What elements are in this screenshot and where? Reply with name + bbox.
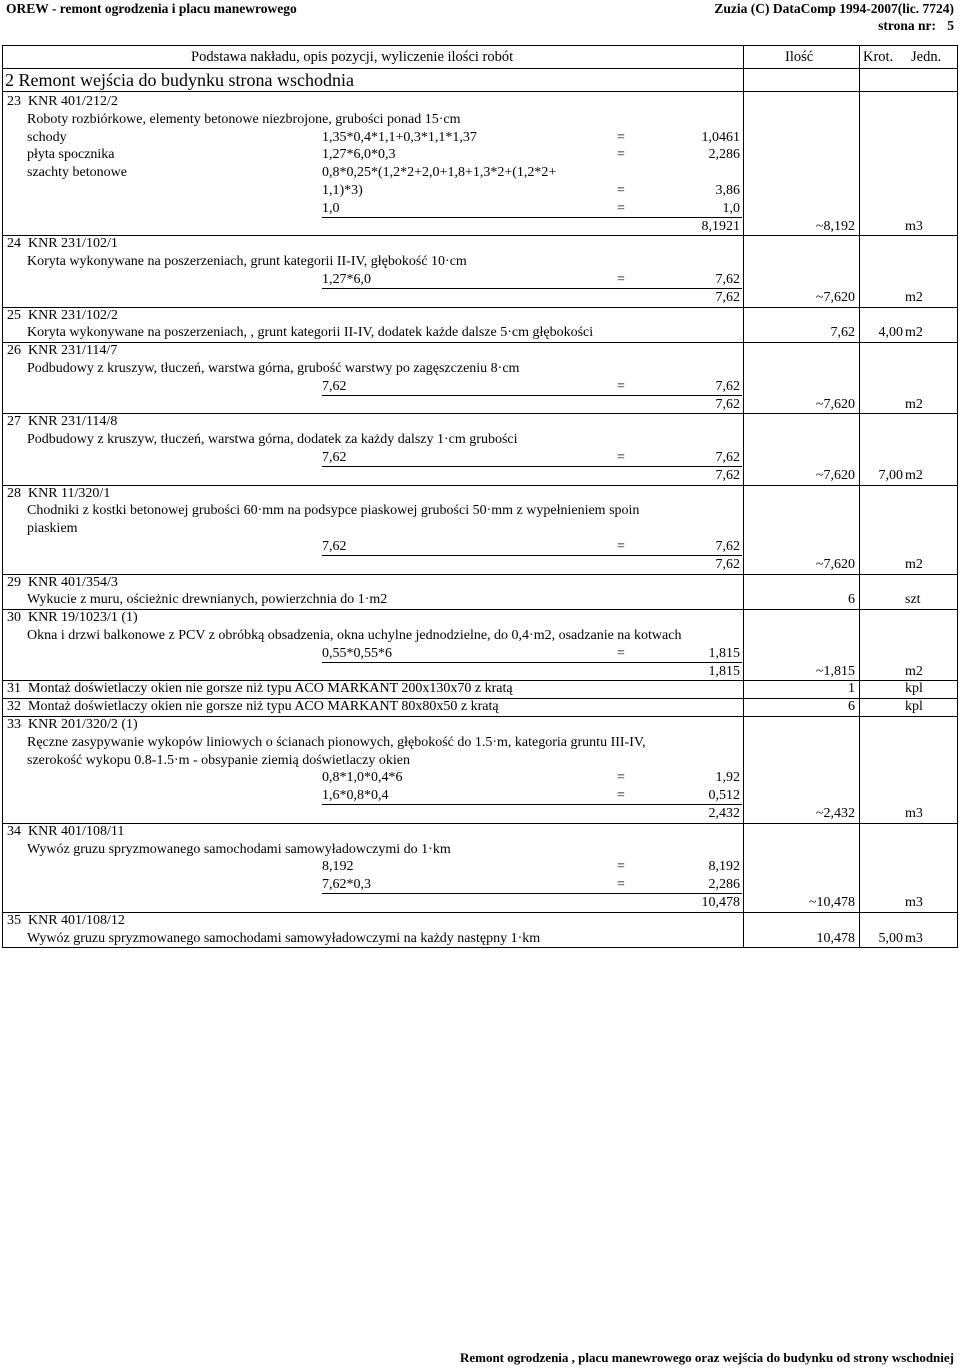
calc-value: 0,512 xyxy=(708,788,740,804)
position-code: KNR 19/1023/1 (1) xyxy=(28,610,138,626)
position-description: Koryta wykonywane na poszerzeniach, , grunt kategorii II-IV, dodatek każde dalsze 5·cm głębokości xyxy=(27,325,594,341)
position-description: Koryta wykonywane na poszerzeniach, grunt kategorii II-IV, głębokość 10·cm xyxy=(27,254,467,270)
sum-underline xyxy=(322,662,742,663)
column-header-description: Podstawa nakładu, opis pozycji, wyliczenie ilości robót xyxy=(191,49,514,65)
row-divider xyxy=(3,574,957,575)
calc-expression: 1,27*6,0*0,3 xyxy=(322,147,396,163)
quantity-value: ~7,620 xyxy=(815,396,855,412)
calc-value: 3,86 xyxy=(715,183,740,198)
position-description: Roboty rozbiórkowe, elementy betonowe niezbrojone, grubości ponad 15·cm xyxy=(27,111,461,127)
position-code: KNR 231/114/8 xyxy=(28,414,118,430)
position-description: Montaż doświetlaczy okien nie gorsze niż typu ACO MARKANT 80x80x50 z kratą xyxy=(28,699,499,715)
sum-underline xyxy=(322,288,742,289)
position-description: Wykucie z muru, ościeżnic drewnianych, powierzchnia do 1·m2 xyxy=(27,592,388,608)
row-divider xyxy=(3,823,957,824)
position-number: 35 xyxy=(7,912,21,928)
page-footer: Remont ogrodzenia , placu manewrowego oraz wejścia do budynku od strony wschodniej xyxy=(459,1350,954,1365)
position-description: Okna i drzwi balkonowe z PCV z obróbką obsadzenia, okna uchylne jednodzielne, do 0,4·m2, osadzanie na kotwach xyxy=(27,628,682,643)
column-header-quantity: Ilość xyxy=(785,49,814,65)
calc-equals: = xyxy=(617,877,625,893)
page-number-label: strona nr: xyxy=(878,18,936,33)
unit-value: m2 xyxy=(905,325,923,341)
calc-expression: 1,0 xyxy=(322,200,340,216)
position-description: Podbudowy z kruszyw, tłuczeń, warstwa górna, grubość warstwy po zagęszczeniu 8·cm xyxy=(27,361,520,376)
position-number: 23 xyxy=(7,94,21,109)
position-number: 33 xyxy=(7,717,21,732)
position-number: 27 xyxy=(7,414,21,430)
calc-expression: 7,62 xyxy=(322,378,347,394)
calc-equals: = xyxy=(617,183,625,198)
calc-value: 2,286 xyxy=(708,877,740,893)
calc-sum: 7,62 xyxy=(715,289,740,305)
calc-expression: 8,192 xyxy=(322,859,354,875)
multiplier-value: 4,00 xyxy=(878,325,903,341)
calc-value: 7,62 xyxy=(715,539,740,554)
quantity-value: ~10,478 xyxy=(808,895,855,910)
cost-estimate-table xyxy=(2,45,958,948)
unit-value: m2 xyxy=(905,556,923,572)
column-header-unit: Jedn. xyxy=(911,49,942,65)
position-code: KNR 401/354/3 xyxy=(28,574,118,590)
page-number: 5 xyxy=(947,18,954,33)
sum-underline xyxy=(322,395,742,396)
position-code: KNR 401/108/11 xyxy=(28,823,125,839)
page-header-left: OREW - remont ogrodzenia i placu manewrowego xyxy=(6,1,297,16)
calc-sum: 8,1921 xyxy=(701,218,740,234)
position-description: piaskiem xyxy=(27,521,78,537)
calc-sum: 10,478 xyxy=(701,895,740,910)
unit-value: m2 xyxy=(905,289,923,305)
calc-expression: 1,6*0,8*0,4 xyxy=(322,788,389,804)
calc-expression: 7,62*0,3 xyxy=(322,877,371,893)
quantity-value: ~7,620 xyxy=(815,289,855,305)
row-divider xyxy=(3,342,957,343)
calc-expression: 0,55*0,55*6 xyxy=(322,645,392,661)
calc-value: 8,192 xyxy=(708,859,740,875)
position-description: Montaż doświetlaczy okien nie gorsze niż typu ACO MARKANT 200x130x70 z kratą xyxy=(28,681,513,697)
unit-value: szt xyxy=(905,592,921,608)
quantity-value: 1 xyxy=(848,681,855,697)
unit-value: m3 xyxy=(905,895,923,910)
quantity-value: 10,478 xyxy=(816,930,855,946)
calc-equals: = xyxy=(617,859,625,875)
column-divider xyxy=(859,46,860,947)
calc-label: szachty betonowe xyxy=(27,165,127,181)
multiplier-value: 5,00 xyxy=(878,930,903,946)
position-number: 32 xyxy=(7,699,21,715)
calc-label: schody xyxy=(27,129,67,145)
unit-value: kpl xyxy=(905,699,923,715)
calc-equals: = xyxy=(617,645,625,661)
row-divider xyxy=(3,235,957,236)
calc-sum: 7,62 xyxy=(715,556,740,572)
calc-equals: = xyxy=(617,147,625,163)
position-description: szerokość wykopu 0.8-1.5·m - obsypanie ziemią doświetlaczy okien xyxy=(27,752,410,768)
calc-value: 1,0 xyxy=(722,200,740,216)
calc-value: 7,62 xyxy=(715,450,740,465)
position-description: Wywóz gruzu spryzmowanego samochodami samowyładowczymi do 1·km xyxy=(27,841,451,857)
position-code: KNR 231/114/7 xyxy=(28,343,118,359)
sum-underline xyxy=(322,893,742,894)
calc-value: 7,62 xyxy=(715,272,740,287)
row-divider xyxy=(3,485,957,486)
position-code: KNR 231/102/2 xyxy=(28,307,118,323)
calc-equals: = xyxy=(617,378,625,394)
calc-expression: 0,8*0,25*(1,2*2+2,0+1,8+1,3*2+(1,2*2+ xyxy=(322,165,557,181)
section-title: 2 Remont wejścia do budynku strona wschodnia xyxy=(5,70,354,90)
quantity-value: ~1,815 xyxy=(815,663,855,679)
position-description: Chodniki z kostki betonowej grubości 60·mm na podsypce piaskowej grubości 50·mm z wypełnieniem spoin xyxy=(27,503,640,519)
quantity-value: ~7,620 xyxy=(815,467,855,483)
calc-expression: 7,62 xyxy=(322,539,347,554)
position-number: 26 xyxy=(7,343,21,359)
row-divider xyxy=(3,912,957,913)
unit-value: m3 xyxy=(905,806,923,821)
calc-value: 7,62 xyxy=(715,378,740,394)
quantity-value: 7,62 xyxy=(830,325,855,341)
calc-equals: = xyxy=(617,770,625,786)
header-divider xyxy=(3,68,957,69)
calc-label: płyta spocznika xyxy=(27,147,115,163)
quantity-value: ~7,620 xyxy=(815,556,855,572)
quantity-value: ~8,192 xyxy=(815,218,855,234)
unit-value: kpl xyxy=(905,681,923,697)
column-divider xyxy=(743,46,744,947)
position-code: KNR 231/102/1 xyxy=(28,236,118,252)
row-divider xyxy=(3,413,957,414)
calc-equals: = xyxy=(617,129,625,145)
unit-value: m2 xyxy=(905,396,923,412)
calc-value: 1,815 xyxy=(708,645,740,661)
calc-value: 2,286 xyxy=(708,147,740,163)
position-number: 24 xyxy=(7,236,21,252)
calc-equals: = xyxy=(617,200,625,216)
quantity-value: 6 xyxy=(848,699,855,715)
row-divider xyxy=(3,947,957,948)
page-header-right: Zuzia (C) DataComp 1994-2007(lic. 7724) xyxy=(714,1,954,16)
calc-expression: 1,1)*3) xyxy=(322,183,363,198)
unit-value: m2 xyxy=(905,663,923,679)
position-description: Wywóz gruzu spryzmowanego samochodami samowyładowczymi na każdy następny 1·km xyxy=(27,930,541,946)
calc-value: 1,0461 xyxy=(701,129,740,145)
position-number: 25 xyxy=(7,307,21,323)
position-code: KNR 11/320/1 xyxy=(28,485,111,501)
calc-sum: 7,62 xyxy=(715,396,740,412)
row-divider xyxy=(3,307,957,308)
calc-sum: 7,62 xyxy=(715,467,740,483)
sum-underline xyxy=(322,804,742,805)
calc-equals: = xyxy=(617,788,625,804)
calc-sum: 2,432 xyxy=(708,806,740,821)
row-divider xyxy=(3,716,957,717)
calc-expression: 7,62 xyxy=(322,450,347,465)
sum-underline xyxy=(322,217,742,218)
calc-equals: = xyxy=(617,450,625,465)
sum-underline xyxy=(322,466,742,467)
position-number: 31 xyxy=(7,681,21,697)
calc-expression: 1,27*6,0 xyxy=(322,272,371,287)
row-divider xyxy=(3,609,957,610)
position-code: KNR 401/212/2 xyxy=(28,94,118,109)
position-description: Ręczne zasypywanie wykopów liniowych o ścianach pionowych, głębokość do 1.5·m, kategoria gruntu III-IV, xyxy=(27,734,646,750)
position-number: 34 xyxy=(7,823,21,839)
sum-underline xyxy=(322,555,742,556)
unit-value: m3 xyxy=(905,218,923,234)
calc-equals: = xyxy=(617,539,625,554)
multiplier-value: 7,00 xyxy=(878,467,903,483)
quantity-value: 6 xyxy=(848,592,855,608)
position-number: 29 xyxy=(7,574,21,590)
unit-value: m2 xyxy=(905,467,923,483)
position-number: 28 xyxy=(7,485,21,501)
calc-value: 1,92 xyxy=(715,770,740,786)
calc-sum: 1,815 xyxy=(708,663,740,679)
position-number: 30 xyxy=(7,610,21,626)
position-code: KNR 401/108/12 xyxy=(28,912,125,928)
position-description: Podbudowy z kruszyw, tłuczeń, warstwa górna, dodatek za każdy dalszy 1·cm grubości xyxy=(27,432,518,448)
quantity-value: ~2,432 xyxy=(815,806,855,821)
position-code: KNR 201/320/2 (1) xyxy=(28,717,138,732)
section-divider xyxy=(3,91,957,92)
unit-value: m3 xyxy=(905,930,923,946)
calc-expression: 0,8*1,0*0,4*6 xyxy=(322,770,403,786)
calc-equals: = xyxy=(617,272,625,287)
calc-expression: 1,35*0,4*1,1+0,3*1,1*1,37 xyxy=(322,129,477,145)
column-header-multiplier: Krot. xyxy=(863,49,894,65)
